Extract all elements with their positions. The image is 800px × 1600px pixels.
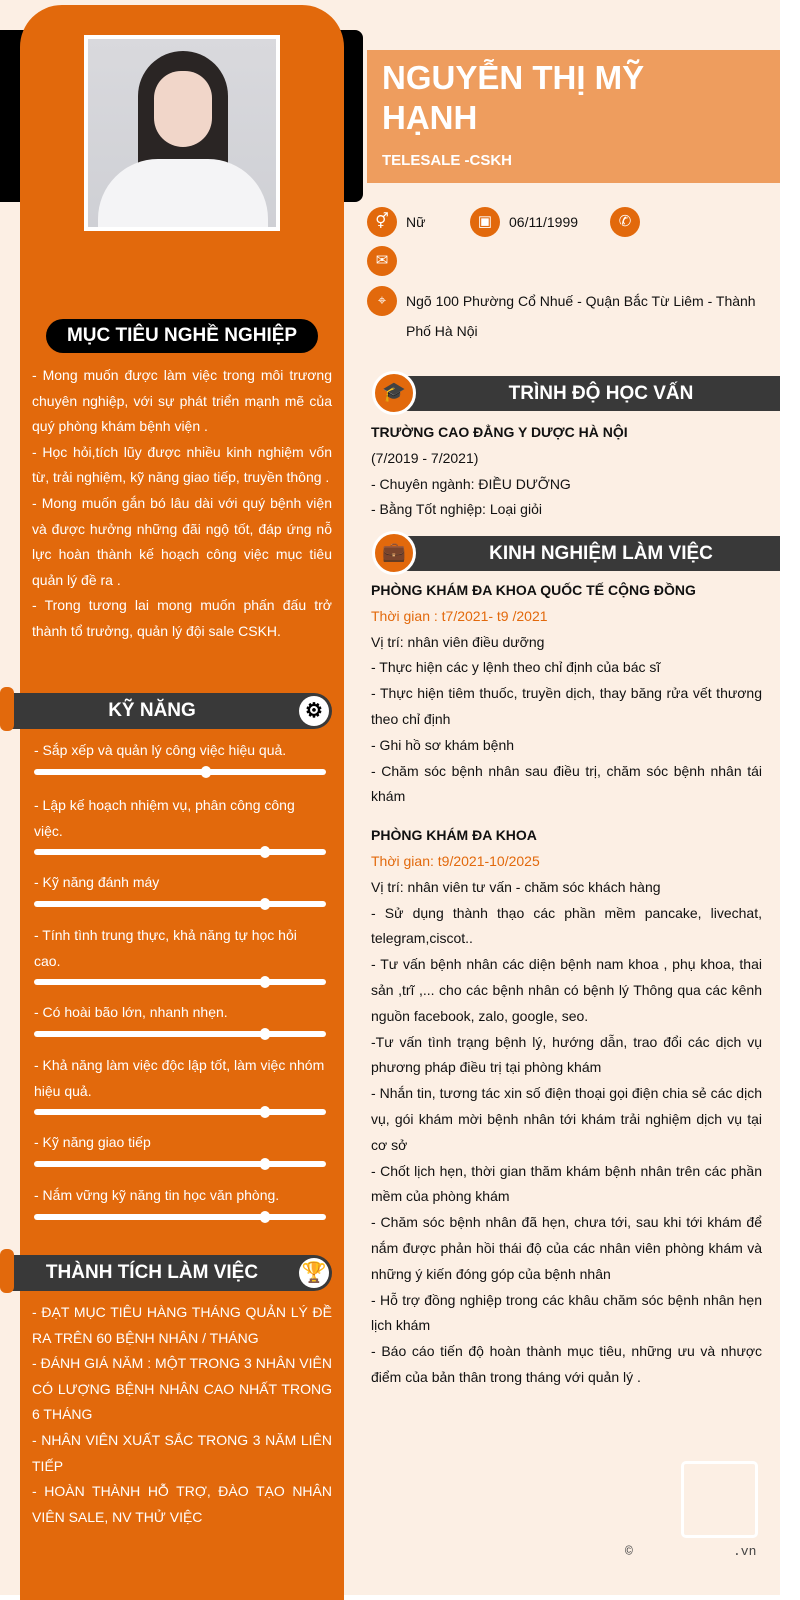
job-duty: - Chăm sóc bệnh nhân sau điều trị, chăm sóc bệnh nhân tái khám (371, 762, 762, 805)
skill-level-knob (260, 976, 270, 988)
experience-content (371, 578, 762, 1391)
objective-paragraph: - Trong tương lai mong muốn phấn đấu trở thành tổ trưởng, quản lý đội sale CSKH. (32, 597, 332, 639)
phone-icon[interactable]: ✆ (610, 207, 640, 237)
skill-level-bar (34, 769, 326, 775)
job-entry (371, 823, 762, 1391)
skill-item (34, 1053, 326, 1115)
skills-header (12, 693, 332, 729)
full-name: NGUYỄN THỊ MỸ HẠNH (382, 59, 645, 136)
profile-photo (84, 35, 280, 231)
calendar-icon: ▣ (470, 207, 500, 237)
skill-label: - Khả năng làm việc độc lập tốt, làm việc nhóm hiệu quả. (34, 1057, 325, 1099)
objective-paragraph: - Mong muốn gắn bó lâu dài với quý bệnh viện và được hưởng những đãi ngộ tốt, đáp ứng nỗ lực hoàn thành kế hoạch công việc mục tiêu quản lý đề ra . (32, 494, 332, 588)
skill-level-knob (260, 1028, 270, 1040)
objective-paragraph: - Mong muốn được làm việc trong môi trương chuyên nghiệp, với sự phát triển mạnh mẽ của quý phòng khám bệnh viện . (32, 367, 332, 435)
graduation-cap-icon: 🎓 (372, 371, 416, 415)
objective-text (32, 363, 332, 645)
job-duty: - Chốt lịch hẹn, thời gian thăm khám bệnh nhân trên các phần mềm của phòng khám (371, 1162, 762, 1205)
skill-level-bar (34, 979, 326, 985)
job-duty: - Báo cáo tiến độ hoàn thành mục tiêu, những ưu và nhược điểm của bản thân trong tháng với quản lý . (371, 1343, 762, 1385)
education-title: TRÌNH ĐỘ HỌC VẤN (402, 376, 780, 411)
copyright: © (625, 1544, 633, 1559)
education-period: (7/2019 - 7/2021) (371, 449, 479, 466)
job-duty: -Tư vấn tình trạng bệnh lý, hướng dẫn, trao đổi các dịch vụ phương pháp điều trị tại phòng khám (371, 1033, 762, 1076)
skill-level-bar (34, 1109, 326, 1115)
job-entry (371, 578, 762, 810)
education-content (371, 420, 762, 523)
skill-level-knob (260, 846, 270, 858)
skill-label: - Lập kế hoạch nhiệm vụ, phân công công việc. (34, 797, 295, 839)
job-company: PHÒNG KHÁM ĐA KHOA QUỐC TẾ CỘNG ĐỒNG (371, 582, 696, 598)
skill-item (34, 1183, 326, 1220)
skill-item (34, 1130, 326, 1167)
briefcase-icon: 💼 (372, 531, 416, 575)
education-major: - Chuyên ngành: ĐIỀU DƯỠNG (371, 475, 571, 492)
job-time: Thời gian: t9/2021-10/2025 (371, 852, 540, 869)
objective-paragraph: - Học hỏi,tích lũy được nhiều kinh nghiệm vốn từ, trải nghiệm, kỹ năng giao tiếp, truyền thông . (32, 443, 332, 486)
skill-level-bar (34, 901, 326, 907)
qr-code-placeholder (681, 1461, 758, 1538)
achievements-header (12, 1255, 332, 1291)
skill-level-bar (34, 849, 326, 855)
skill-level-bar (34, 1031, 326, 1037)
job-duty: - Ghi hồ sơ khám bệnh (371, 736, 515, 753)
achievement-item: - ĐẠT MỤC TIÊU HÀNG THÁNG QUẢN LÝ ĐỀ RA TRÊN 60 BỆNH NHÂN / THÁNG (32, 1304, 332, 1346)
skill-item (34, 923, 326, 985)
education-degree: - Bằng Tốt nghiệp: Loại giỏi (371, 501, 542, 518)
objective-title: MỤC TIÊU NGHỀ NGHIỆP (46, 319, 318, 353)
job-duty: - Sử dụng thành thạo các phần mềm pancake, livechat, telegram,ciscot.. (371, 904, 762, 947)
left-column (20, 5, 344, 1600)
skill-item (34, 738, 326, 775)
skill-label: - Có hoài bão lớn, nhanh nhẹn. (34, 1004, 228, 1020)
skill-label: - Nắm vững kỹ năng tin học văn phòng. (34, 1187, 280, 1203)
location-icon: ⌖ (367, 286, 397, 316)
experience-header (372, 535, 780, 571)
skill-item (34, 1000, 326, 1037)
skills-title: KỸ NĂNG (108, 700, 196, 721)
profile-header (367, 50, 780, 183)
job-duty: - Thực hiện các y lệnh theo chỉ định của bác sĩ (371, 659, 661, 676)
job-time: Thời gian : t7/2021- t9 /2021 (371, 607, 548, 624)
achievements-text (32, 1300, 332, 1530)
trophy-icon: 🏆 (299, 1258, 329, 1288)
skill-level-knob (201, 766, 211, 778)
email-icon[interactable]: ✉ (367, 246, 397, 276)
school-name: TRƯỜNG CAO ĐẲNG Y DƯỢC HÀ NỘI (371, 424, 628, 440)
skill-label: - Kỹ năng đánh máy (34, 874, 160, 890)
achievements-title: THÀNH TÍCH LÀM VIỆC (45, 1262, 259, 1283)
job-duty: - Nhắn tin, tương tác xin số điện thoại gọi điện chia sẻ các dịch vụ, gói khám mời bệnh nhân tới khám trải nghiệm dịch vụ tại cơ sở (371, 1085, 762, 1153)
job-position: Vị trí: nhân viên điều dưỡng (371, 633, 545, 650)
footer-domain: .vn (733, 1544, 757, 1559)
job-title: TELESALE -CSKH (382, 152, 513, 169)
job-duty: - Thực hiện tiêm thuốc, truyền dịch, thay băng rửa vết thương theo chỉ định (371, 685, 762, 727)
skill-level-knob (260, 1211, 270, 1223)
address-value: Ngõ 100 Phường Cổ Nhuế - Quận Bắc Từ Liêm - Thành Phố Hà Nội (406, 293, 756, 339)
job-position: Vị trí: nhân viên tư vấn - chăm sóc khách hàng (371, 878, 661, 895)
skill-label: - Tính tình trung thực, khả năng tự học hỏi cao. (34, 927, 297, 969)
gear-icon: ⚙ (299, 696, 329, 726)
skill-label: - Sắp xếp và quản lý công việc hiệu quả. (34, 742, 287, 758)
skill-item (34, 793, 326, 855)
skill-level-knob (260, 1106, 270, 1118)
job-duty: - Hỗ trợ đồng nghiệp trong các khâu chăm sóc bệnh nhân hẹn lịch khám (371, 1291, 762, 1334)
gender-icon: ⚥ (367, 207, 397, 237)
skill-level-bar (34, 1161, 326, 1167)
dob-value: 06/11/1999 (509, 214, 579, 230)
achievement-item: - NHÂN VIÊN XUẤT SẮC TRONG 3 NĂM LIÊN TIẾP (32, 1431, 332, 1474)
achievement-item: - HOÀN THÀNH HỖ TRỢ, ĐÀO TẠO NHÂN VIÊN SALE, NV THỬ VIỆC (32, 1483, 332, 1525)
skill-level-bar (34, 1214, 326, 1220)
job-duty: - Tư vấn bệnh nhân các diện bệnh nam khoa , phụ khoa, thai sản ,trĩ ,... cho các bệnh nhân có bệnh lý Thông qua các kênh nguồn facebook, zalo, google, seo. (371, 956, 762, 1024)
education-header (372, 375, 780, 411)
gender-value: Nữ (406, 214, 426, 230)
job-duty: - Chăm sóc bệnh nhân đã hẹn, chưa tới, sau khi tới khám để nắm được phản hồi thái độ của các nhân viên phòng khám và những ý kiến đóng góp của bệnh nhân (371, 1214, 762, 1282)
skill-level-knob (260, 1158, 270, 1170)
skill-item (34, 870, 326, 907)
experience-title: KINH NGHIỆM LÀM VIỆC (402, 536, 780, 571)
skill-level-knob (260, 898, 270, 910)
job-company: PHÒNG KHÁM ĐA KHOA (371, 827, 537, 844)
achievement-item: - ĐÁNH GIÁ NĂM : MỘT TRONG 3 NHÂN VIÊN CÓ LƯỢNG BỆNH NHÂN CAO NHẤT TRONG 6 THÁNG (32, 1355, 332, 1423)
skill-label: - Kỹ năng giao tiếp (34, 1134, 151, 1150)
